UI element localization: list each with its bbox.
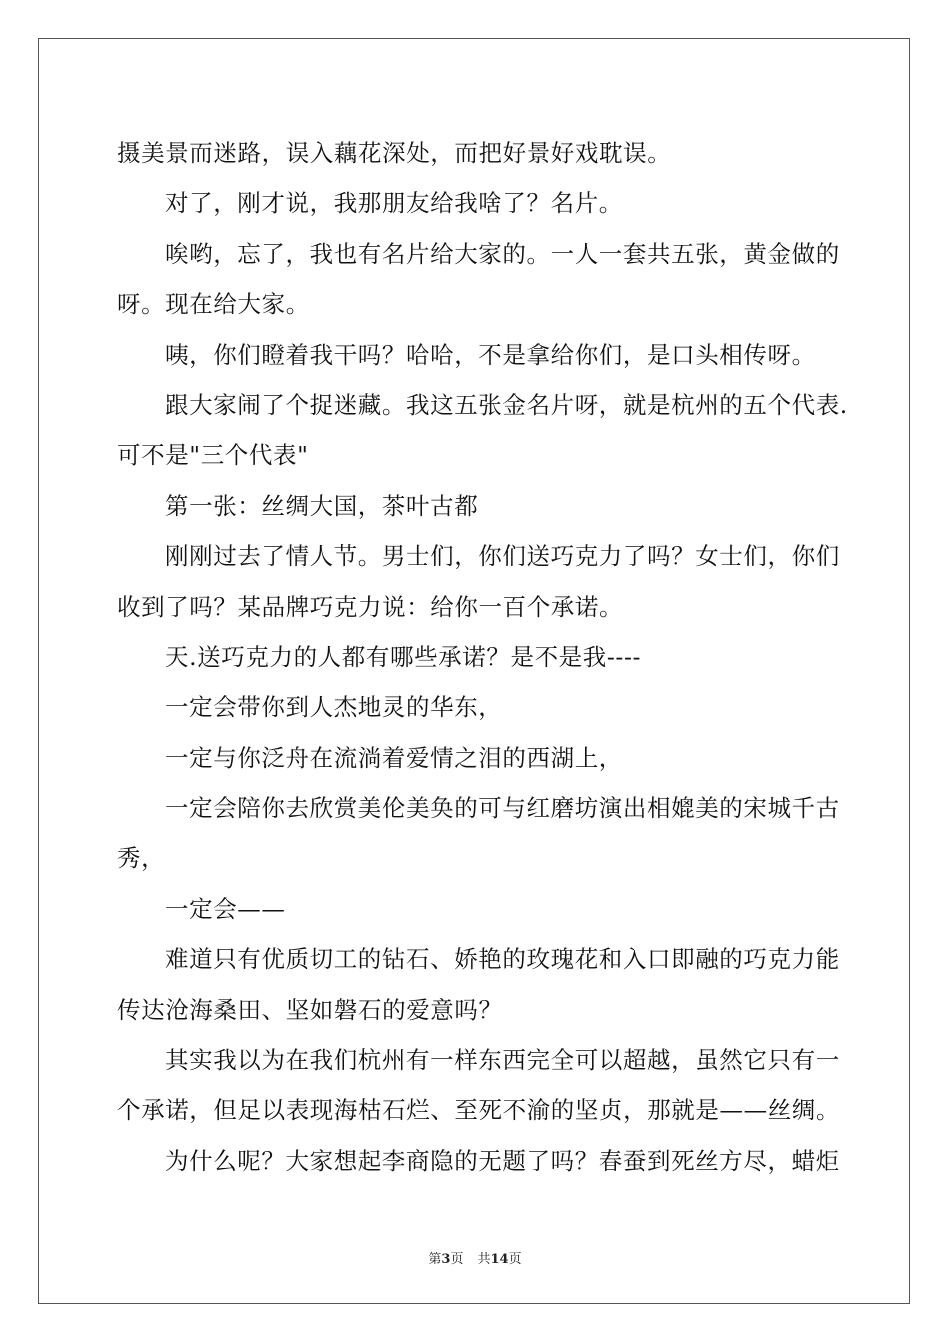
text-line: 摄美景而迷路，误入藕花深处，而把好景好戏耽误。	[117, 139, 672, 167]
text-line: 一定会——	[165, 894, 286, 923]
total-suffix: 页	[508, 1252, 522, 1267]
text-line: 秀，	[117, 844, 166, 873]
text-line: 为什么呢？大家想起李商隐的无题了吗？春蚕到死丝方尽，蜡炬	[165, 1146, 840, 1175]
text-line: 刚刚过去了情人节。男士们，你们送巧克力了吗？女士们，你们	[165, 542, 840, 571]
text-line: 难道只有优质切工的钻石、娇艳的玫瑰花和入口即融的巧克力能	[165, 945, 840, 974]
document-body	[117, 128, 848, 1186]
text-line: 其实我以为在我们杭州有一样东西完全可以超越，虽然它只有一	[165, 1046, 840, 1075]
text-line: 可不是"三个代表"	[117, 441, 309, 470]
text-line: 对了，刚才说，我那朋友给我啥了？名片。	[165, 189, 623, 218]
text-line: 传达沧海桑田、坚如磐石的爱意吗？	[117, 995, 503, 1024]
text-line: 咦，你们瞪着我干吗？哈哈，不是拿给你们，是口头相传呀。	[165, 340, 816, 369]
page-suffix: 页	[450, 1252, 464, 1267]
text-line: 一定会陪你去欣赏美伦美奂的可与红磨坊演出相媲美的宋城千古	[165, 794, 840, 823]
text-line: 收到了吗？某品牌巧克力说：给你一百个承诺。	[117, 592, 624, 621]
page-footer	[0, 1248, 950, 1267]
text-line: 一定会带你到人杰地灵的华东，	[165, 693, 503, 722]
page-prefix: 第	[428, 1252, 442, 1267]
total-prefix: 共	[477, 1252, 491, 1267]
total-pages: 14	[490, 1252, 509, 1267]
text-line: 跟大家闹了个捉迷藏。我这五张金名片呀，就是杭州的五个代表.	[165, 390, 848, 419]
text-line: 一定与你泛舟在流淌着爱情之泪的西湖上，	[165, 743, 623, 772]
text-line: 天.送巧克力的人都有哪些承诺？是不是我----	[165, 642, 642, 671]
text-line: 第一张：丝绸大国，茶叶古都	[165, 491, 479, 520]
page-number: 3	[441, 1252, 451, 1267]
text-line: 唉哟，忘了，我也有名片给大家的。一人一套共五张，黄金做的	[165, 239, 840, 268]
text-line: 呀。现在给大家。	[117, 290, 310, 319]
text-line: 个承诺，但足以表现海枯石烂、至死不渝的坚贞，那就是——丝绸。	[117, 1096, 840, 1125]
